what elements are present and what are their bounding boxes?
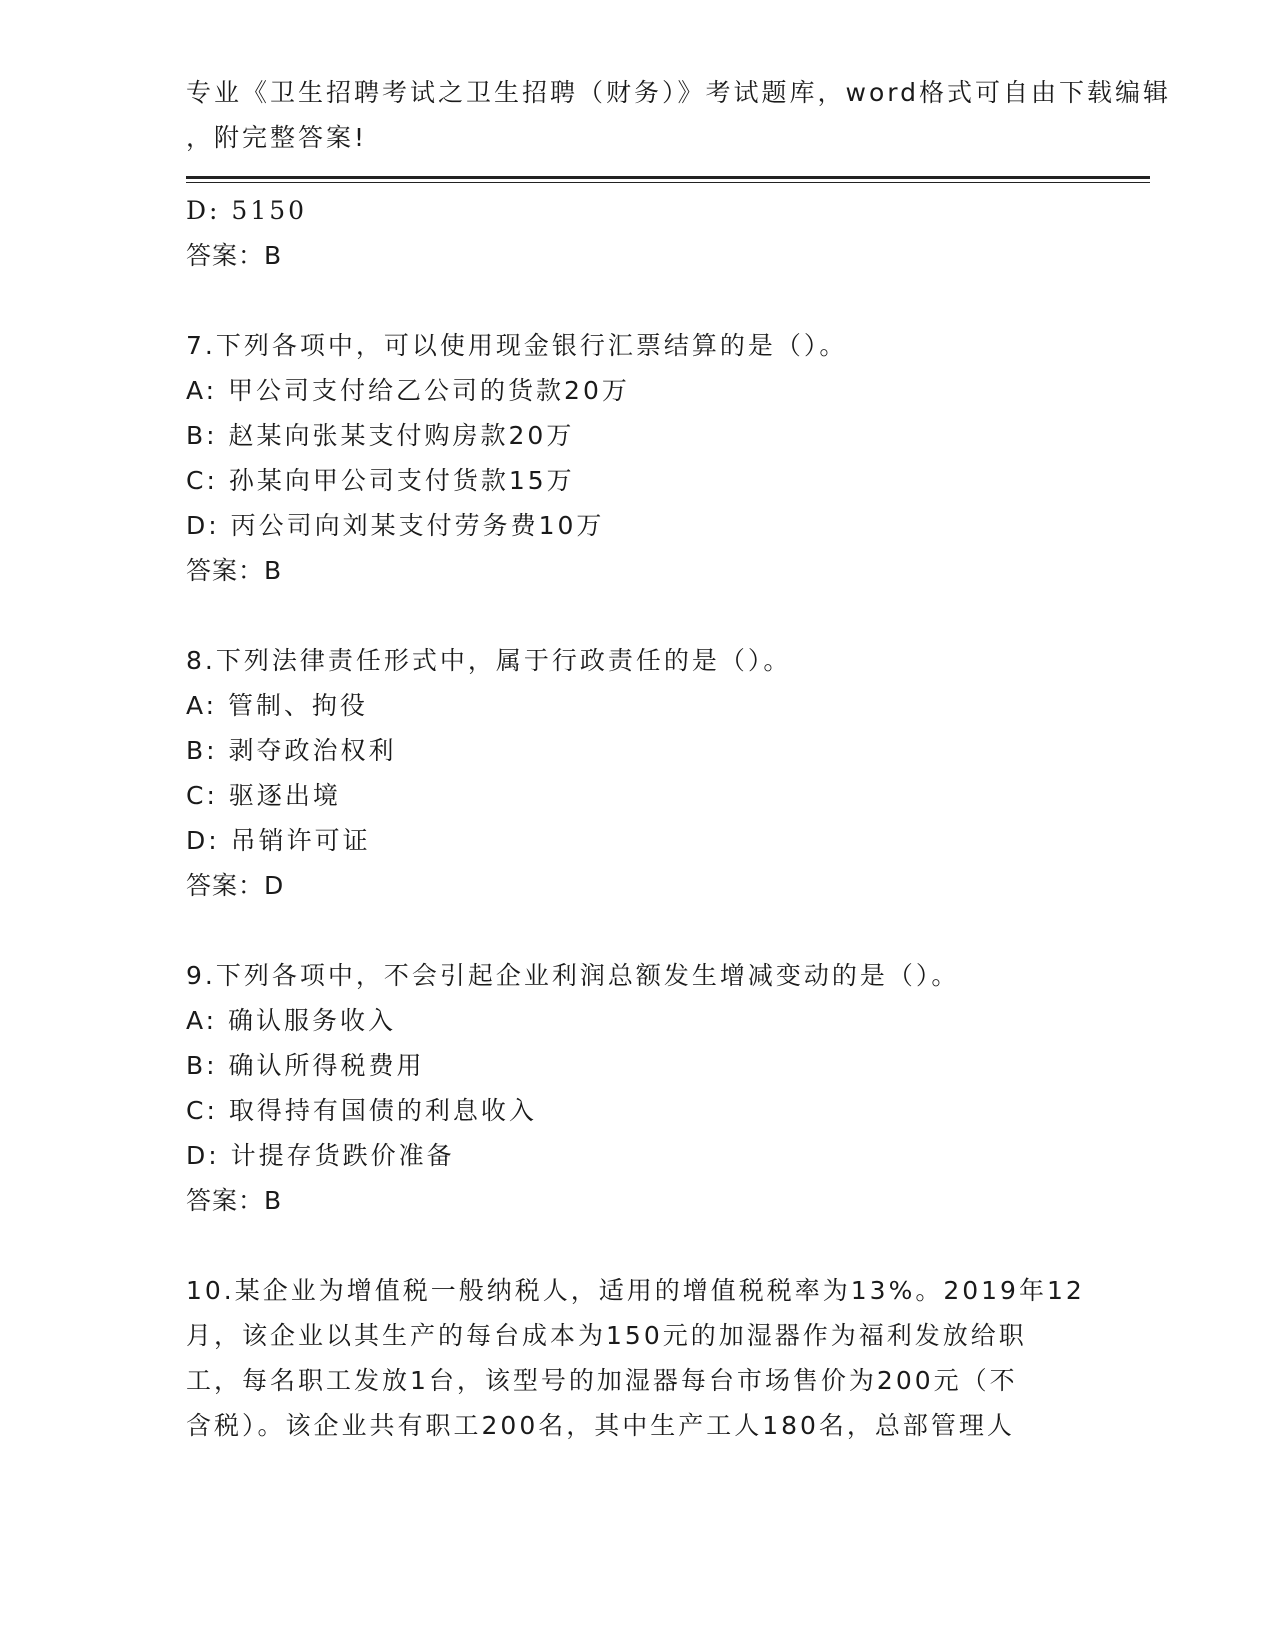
question-7 <box>186 323 1086 593</box>
header-divider-thin <box>186 182 1150 183</box>
option-b: B: 剥夺政治权利 <box>186 736 397 765</box>
option-a: A: 甲公司支付给乙公司的货款20万 <box>186 376 630 405</box>
header-line-1: 专业《卫生招聘考试之卫生招聘（财务）》考试题库，word格式可自由下载编辑 <box>186 78 1171 107</box>
header-line-2: ，附完整答案! <box>186 123 368 152</box>
option-c: C: 取得持有国债的利息收入 <box>186 1096 537 1125</box>
question-stem-line: 10.某企业为增值税一般纳税人，适用的增值税税率为13%。2019年12 <box>186 1276 1085 1305</box>
answer: 答案：D <box>186 871 285 900</box>
spacer <box>186 593 1086 638</box>
option-c: C: 孙某向甲公司支付货款15万 <box>186 466 575 495</box>
option-a: A: 确认服务收入 <box>186 1006 397 1035</box>
question-stem: 8.下列法律责任形式中，属于行政责任的是（）。 <box>186 646 792 675</box>
question-9 <box>186 953 1086 1223</box>
question-stem-line: 月，该企业以其生产的每台成本为150元的加湿器作为福利发放给职 <box>186 1321 1027 1350</box>
question-8 <box>186 638 1086 908</box>
answer-fragment: 答案：B <box>186 241 283 270</box>
option-c: C: 驱逐出境 <box>186 781 341 810</box>
option-d: D: 吊销许可证 <box>186 826 371 855</box>
option-b: B: 确认所得税费用 <box>186 1051 425 1080</box>
option-d: D: 计提存货跌价准备 <box>186 1141 455 1170</box>
document-body <box>186 188 1086 1448</box>
option-d-fragment: D: 5150 <box>186 196 308 225</box>
question-stem-line: 含税）。该企业共有职工200名，其中生产工人180名，总部管理人 <box>186 1411 1015 1440</box>
option-d: D: 丙公司向刘某支付劳务费10万 <box>186 511 605 540</box>
option-a: A: 管制、拘役 <box>186 691 369 720</box>
document-header <box>186 70 1171 160</box>
option-b: B: 赵某向张某支付购房款20万 <box>186 421 575 450</box>
header-divider-thick <box>186 176 1150 179</box>
spacer <box>186 1223 1086 1268</box>
spacer <box>186 908 1086 953</box>
answer: 答案：B <box>186 1186 283 1215</box>
question-10 <box>186 1268 1086 1448</box>
answer: 答案：B <box>186 556 283 585</box>
question-stem-line: 工，每名职工发放1台，该型号的加湿器每台市场售价为200元（不 <box>186 1366 1018 1395</box>
question-stem: 7.下列各项中，可以使用现金银行汇票结算的是（）。 <box>186 331 848 360</box>
spacer <box>186 278 1086 323</box>
question-stem: 9.下列各项中，不会引起企业利润总额发生增减变动的是（）。 <box>186 961 960 990</box>
